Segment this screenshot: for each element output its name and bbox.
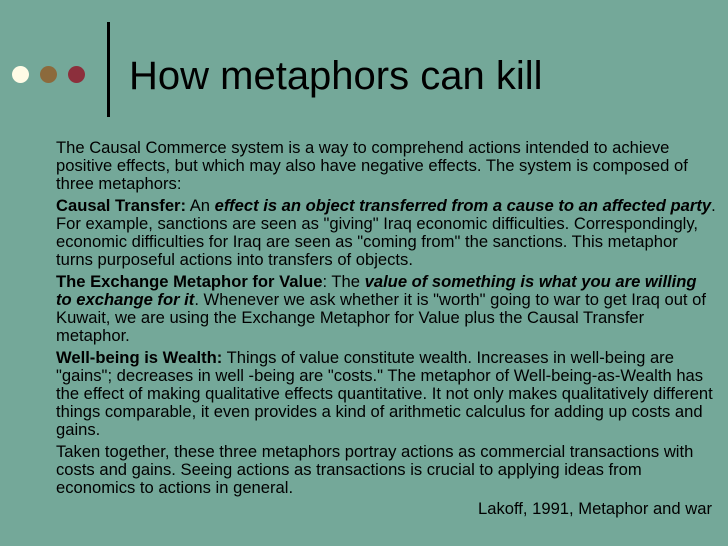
wealth-heading: Well-being is Wealth: <box>56 348 223 367</box>
exchange-text: . Whenever we ask whether it is "worth" going to war to get Iraq out of Kuwait, we are using the Exchange Metaphor for Value plus the Causal Transfer metaphor. <box>56 290 706 345</box>
causal-transfer-emphasis: effect is an object transferred from a cause to an affected party <box>214 196 712 215</box>
conclusion-paragraph: Taken together, these three metaphors portray actions as commercial transactions with costs and gains. Seeing actions as transactions is crucial to applying ideas from economics to actions in general. <box>56 442 694 497</box>
slide-body <box>56 139 716 518</box>
intro-paragraph: The Causal Commerce system is a way to comprehend actions intended to achieve positive effects, but which may also have negative effects. The system is composed of three metaphors: <box>56 138 688 193</box>
citation: Lakoff, 1991, Metaphor and war <box>477 499 712 518</box>
title-divider <box>107 22 110 117</box>
dot-brown-icon <box>40 66 57 83</box>
wealth-paragraph <box>56 349 716 439</box>
causal-transfer-heading: Causal Transfer: <box>56 196 187 215</box>
causal-transfer-lead: An <box>186 196 215 215</box>
exchange-heading: The Exchange Metaphor for Value <box>56 272 323 291</box>
slide-title: How metaphors can kill <box>129 54 543 98</box>
dot-maroon-icon <box>68 66 85 83</box>
exchange-lead: : The <box>322 272 365 291</box>
dot-cream-icon <box>12 66 29 83</box>
decorative-dots <box>12 66 85 83</box>
exchange-emphasis: value of something is what you are willing to exchange for it <box>56 272 697 309</box>
causal-transfer-text: . For example, sanctions are seen as "giving" Iraq economic difficulties. Correspondingly, economic difficulties for Iraq are seen as "coming from" the sanctions. This metaphor turns purposeful actions into transfers of objects. <box>56 196 716 269</box>
causal-transfer-paragraph <box>56 197 716 269</box>
exchange-paragraph <box>56 273 716 345</box>
wealth-text: Things of value constitute wealth. Increases in well-being are "gains"; decreases in well -being are "costs." The metaphor of Well-being-as-Wealth has the effect of making qualitative effects quantitative. It not only makes qualitatively different things comparable, it even provides a kind of arithmetic calculus for adding up costs and gains. <box>56 348 713 439</box>
